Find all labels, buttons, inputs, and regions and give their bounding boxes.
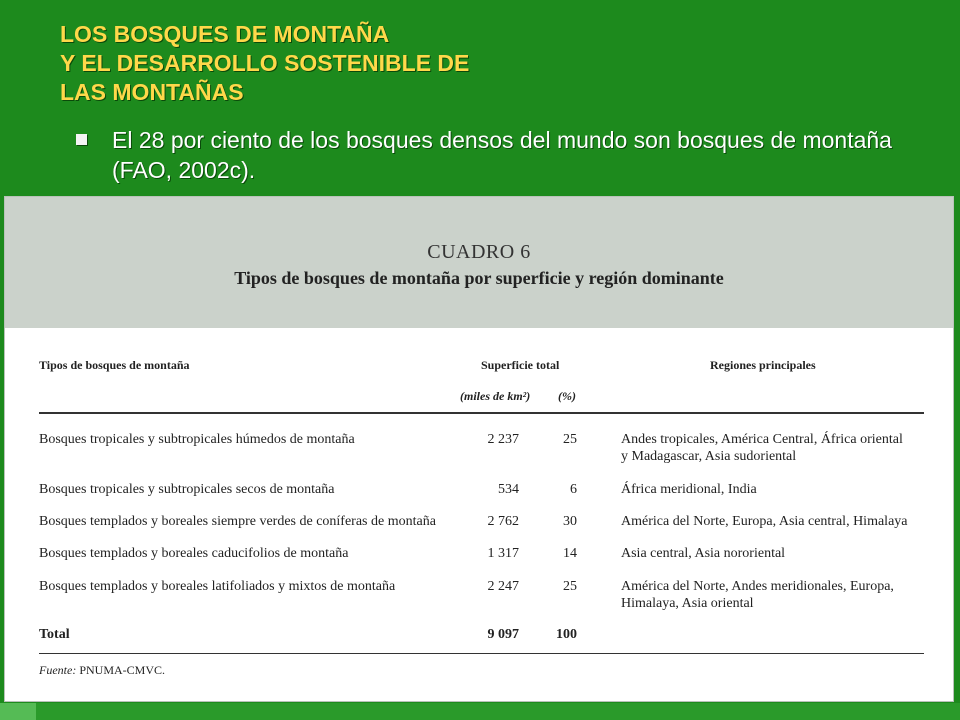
bottom-strip xyxy=(0,703,960,720)
column-subheader-percent: (%) xyxy=(558,389,576,403)
row-percent: 30 xyxy=(563,514,577,529)
row-type: Bosques templados y boreales caducifolios de montaña xyxy=(39,546,349,561)
row-regions: América del Norte, Europa, Asia central, Himalaya xyxy=(621,514,908,529)
slide-title xyxy=(60,20,760,107)
row-regions: Andes tropicales, América Central, África oriental xyxy=(621,432,903,447)
row-percent: 14 xyxy=(563,546,577,561)
total-percent: 100 xyxy=(556,627,577,642)
table-header-band xyxy=(5,197,953,328)
square-bullet-icon xyxy=(76,134,87,145)
row-type: Bosques templados y boreales latifoliados y mixtos de montaña xyxy=(39,579,396,594)
column-subheader-km: (miles de km²) xyxy=(460,389,531,403)
row-regions: África meridional, India xyxy=(621,482,757,497)
row-regions-continued: Himalaya, Asia oriental xyxy=(621,596,754,611)
row-percent: 6 xyxy=(570,482,577,497)
source-label: Fuente: xyxy=(39,663,77,677)
column-header-area: Superficie total xyxy=(481,358,560,372)
row-percent: 25 xyxy=(563,579,577,594)
header-rule xyxy=(39,412,924,414)
title-line-3: LAS MONTAÑAS xyxy=(60,79,244,105)
title-line-1: LOS BOSQUES DE MONTAÑA xyxy=(60,21,390,47)
row-area: 1 317 xyxy=(487,546,519,561)
table-panel xyxy=(4,196,954,702)
row-percent: 25 xyxy=(563,432,577,447)
row-type: Bosques templados y boreales siempre verdes de coníferas de montaña xyxy=(39,514,436,529)
table-label: CUADRO 6 xyxy=(427,241,531,263)
row-regions: Asia central, Asia nororiental xyxy=(621,546,786,561)
row-type: Bosques tropicales y subtropicales secos de montaña xyxy=(39,482,335,497)
row-area: 2 237 xyxy=(487,432,519,447)
source-value: PNUMA-CMVC. xyxy=(76,663,165,677)
column-header-regions: Regiones principales xyxy=(710,358,816,372)
row-area: 2 247 xyxy=(487,579,519,594)
column-header-type: Tipos de bosques de montaña xyxy=(39,358,190,372)
row-type: Bosques tropicales y subtropicales húmedos de montaña xyxy=(39,432,355,447)
row-regions-continued: y Madagascar, Asia sudoriental xyxy=(621,449,797,464)
row-area: 534 xyxy=(498,482,519,497)
bullet-text: El 28 por ciento de los bosques densos del mundo son bosques de montaña (FAO, 2002c). xyxy=(112,127,892,183)
bullet-point xyxy=(76,125,936,185)
footer-rule xyxy=(39,653,924,654)
row-regions: América del Norte, Andes meridionales, Europa, xyxy=(621,579,894,594)
bottom-strip-accent xyxy=(0,703,36,720)
row-area: 2 762 xyxy=(487,514,519,529)
table-source xyxy=(39,663,165,678)
title-line-2: Y EL DESARROLLO SOSTENIBLE DE xyxy=(60,50,470,76)
table-title: Tipos de bosques de montaña por superficie y región dominante xyxy=(234,268,724,288)
total-label: Total xyxy=(39,627,70,642)
total-area: 9 097 xyxy=(487,627,519,642)
